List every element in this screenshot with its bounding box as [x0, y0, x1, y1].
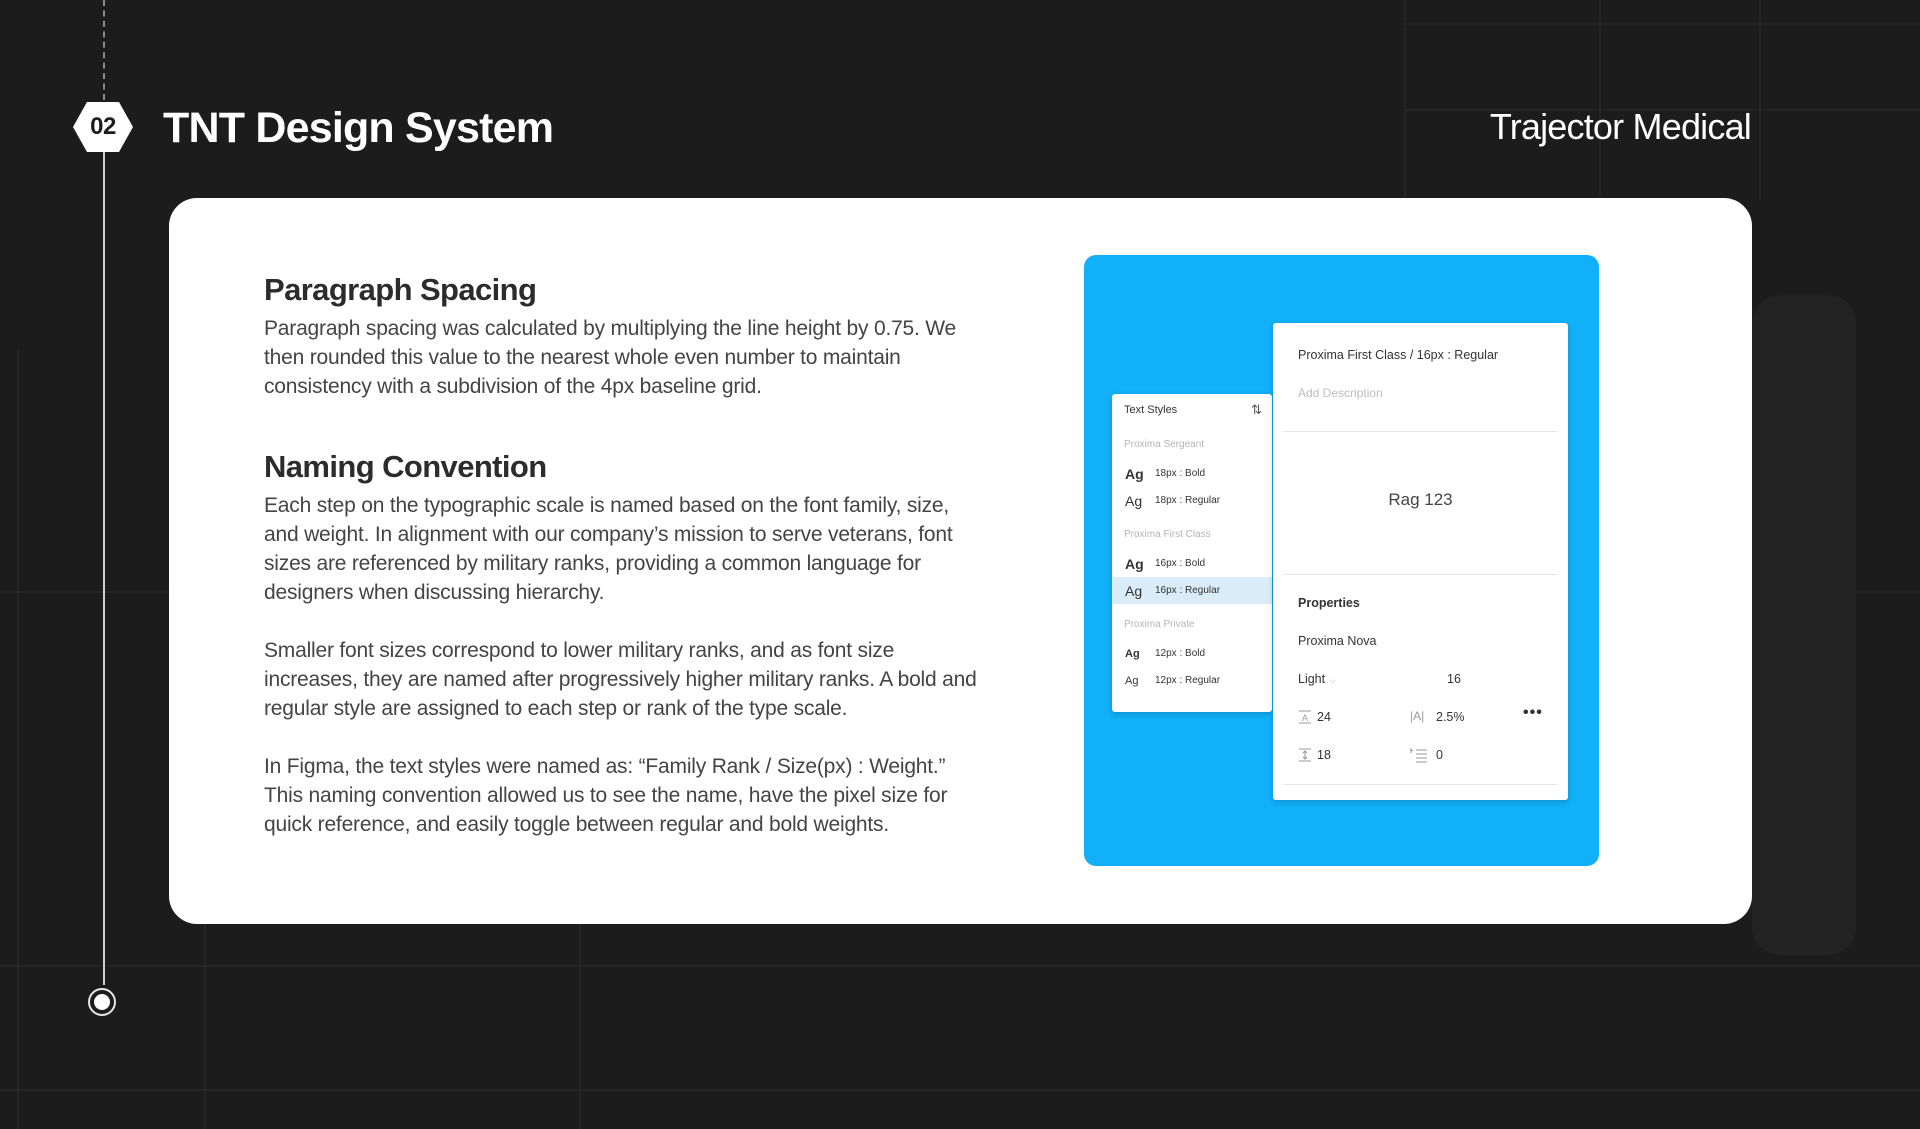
section-paragraph: In Figma, the text styles were named as: “Family Rank / Size(px) : Weight.” This naming convention allowed us to see the name, have the pixel size for quick reference, and easily toggle between regular and bold weights. [264, 755, 948, 836]
list-spacing-field[interactable]: 0 [1436, 748, 1443, 762]
list-spacing-icon [1410, 747, 1428, 766]
svg-text:A: A [1301, 714, 1309, 724]
style-preview: Ag [1125, 492, 1143, 509]
more-options-icon[interactable]: ••• [1523, 704, 1543, 721]
divider [1283, 574, 1558, 575]
text-style-item[interactable] [1112, 667, 1272, 694]
style-preview: Ag [1125, 555, 1144, 572]
style-group-label: Proxima Sergeant [1124, 439, 1205, 450]
chevron-down-icon: ⌵ [1329, 675, 1336, 685]
style-name[interactable]: Proxima First Class / 16px : Regular [1298, 348, 1499, 362]
font-weight-select[interactable] [1298, 672, 1336, 686]
step-number: 02 [90, 113, 116, 140]
adjust-icon[interactable]: ⇅ [1251, 402, 1262, 417]
section-heading-paragraph-spacing: Paragraph Spacing [264, 272, 537, 307]
text-style-item-selected[interactable] [1112, 577, 1272, 604]
content-card [169, 198, 1752, 924]
style-group-label: Proxima First Class [1124, 529, 1211, 540]
style-preview-text: Rag 123 [1388, 490, 1453, 509]
text-style-item[interactable] [1112, 460, 1272, 487]
description-field[interactable]: Add Description [1298, 386, 1383, 400]
font-family-select[interactable]: Proxima Nova [1298, 634, 1377, 648]
text-style-item[interactable] [1112, 550, 1272, 577]
style-label: 12px : Bold [1155, 648, 1206, 659]
font-weight-value: Light [1298, 672, 1326, 686]
text-styles-panel [1112, 394, 1272, 712]
divider [1283, 784, 1558, 785]
style-properties-panel [1273, 323, 1568, 800]
text-column [264, 270, 984, 839]
text-styles-header: Text Styles [1124, 404, 1178, 416]
style-label: 18px : Bold [1155, 468, 1206, 479]
style-group-label: Proxima Private [1124, 619, 1195, 630]
page-title: TNT Design System [163, 104, 554, 152]
line-height-icon [1298, 710, 1312, 727]
style-label: 16px : Bold [1155, 558, 1206, 569]
style-preview: Ag [1125, 465, 1144, 482]
figma-illustration [1084, 255, 1599, 866]
style-label: 18px : Regular [1155, 495, 1221, 506]
text-style-item[interactable] [1112, 640, 1272, 667]
paragraph-spacing-field[interactable]: 18 [1317, 748, 1331, 762]
letter-spacing-field[interactable]: 2.5% [1436, 710, 1465, 724]
divider [1283, 431, 1558, 432]
text-style-item[interactable] [1112, 487, 1272, 514]
background-panel [1752, 295, 1856, 955]
section-paragraph: Paragraph spacing was calculated by multiplying the line height by 0.75. We then rounded this value to the nearest whole even number to maintain consistency with a subdivision of the 4px baseline grid. [264, 317, 957, 398]
step-badge [72, 100, 134, 154]
brand-name: Trajector Medical [1489, 106, 1751, 147]
style-preview: Ag [1125, 582, 1143, 599]
paragraph-spacing-icon [1298, 748, 1312, 765]
font-size-field[interactable]: 16 [1447, 672, 1461, 686]
section-paragraph: Smaller font sizes correspond to lower military ranks, and as font size increases, they are named after progressively higher military ranks. A bold and regular style are assigned to each step or rank of the type scale. [264, 639, 977, 720]
section-paragraph: Each step on the typographic scale is named based on the font family, size, and weight. In alignment with our company’s mission to serve veterans, font sizes are referenced by military ranks, providing a common language for designers when discussing hierarchy. [264, 494, 953, 604]
timeline-end-dot [88, 988, 116, 1016]
style-preview: Ag [1125, 674, 1139, 687]
style-label: 12px : Regular [1155, 675, 1221, 686]
letter-spacing-icon: |A| [1410, 709, 1425, 723]
timeline-dashed-line [103, 0, 105, 100]
style-preview: Ag [1125, 647, 1140, 660]
line-height-field[interactable]: 24 [1317, 710, 1331, 724]
properties-heading: Properties [1298, 596, 1360, 610]
section-heading-naming-convention: Naming Convention [264, 449, 547, 484]
style-label: 16px : Regular [1155, 585, 1221, 596]
timeline-line [103, 150, 105, 985]
